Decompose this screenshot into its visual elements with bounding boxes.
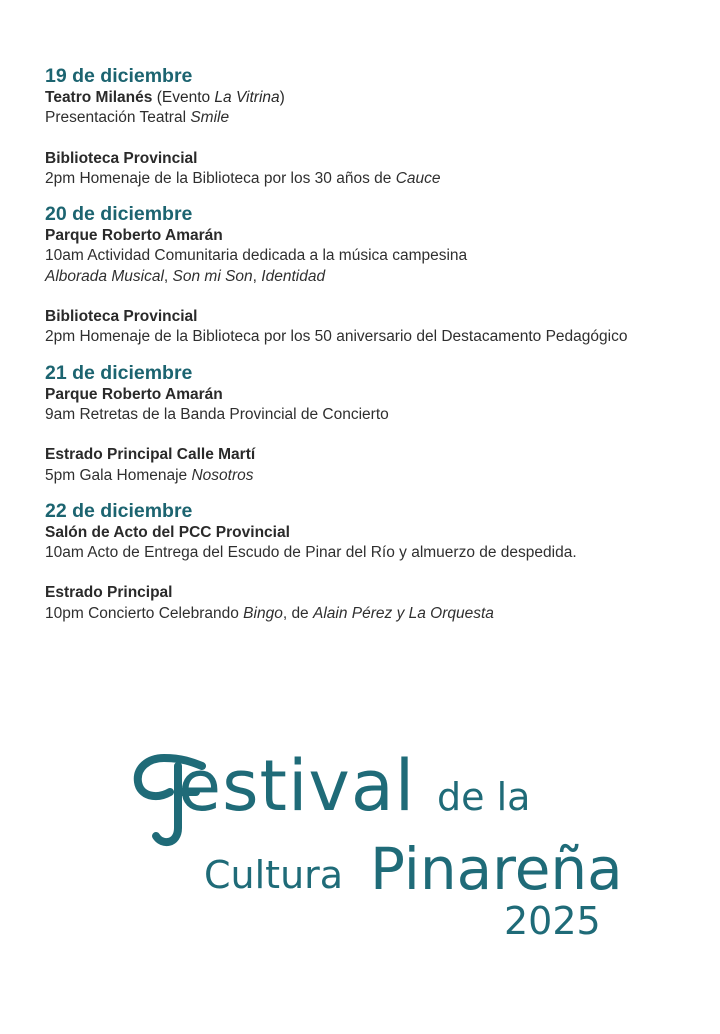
event-item bbox=[45, 149, 695, 190]
day-section bbox=[45, 361, 695, 486]
event-description bbox=[45, 466, 695, 486]
event-schedule bbox=[45, 64, 695, 624]
event-description bbox=[45, 108, 695, 128]
description-title: Son mi Son bbox=[172, 267, 253, 285]
day-date-heading: 20 de diciembre bbox=[45, 203, 193, 226]
event-venue: Estrado Principal Calle Martí bbox=[45, 446, 256, 464]
event-description: 10am Acto de Entrega del Escudo de Pinar del Río y almuerzo de despedida. bbox=[45, 544, 577, 562]
logo-word-festival: estival bbox=[178, 745, 416, 827]
event-description-line2 bbox=[45, 267, 695, 287]
description-text: , de bbox=[282, 604, 313, 622]
event-venue: Biblioteca Provincial bbox=[45, 308, 198, 326]
logo-word-cultura: Cultura bbox=[204, 853, 344, 897]
event-description bbox=[45, 169, 695, 189]
logo-word-de-la: de la bbox=[437, 775, 531, 819]
event-description: 2pm Homenaje de la Biblioteca por los 50 aniversario del Destacamento Pedagógico bbox=[45, 328, 628, 346]
event-item bbox=[45, 88, 695, 129]
day-section bbox=[45, 499, 695, 624]
description-title: Identidad bbox=[261, 267, 326, 285]
event-description: 9am Retretas de la Banda Provincial de Concierto bbox=[45, 405, 389, 423]
event-venue: Parque Roberto Amarán bbox=[45, 385, 223, 403]
description-artist: Alain Pérez y La Orquesta bbox=[313, 604, 494, 622]
venue-note-close: ) bbox=[279, 89, 285, 106]
venue-note bbox=[152, 89, 284, 106]
festival-logo bbox=[126, 745, 623, 952]
description-text: 10pm Concierto Celebrando bbox=[45, 604, 244, 622]
description-title: Nosotros bbox=[191, 466, 254, 484]
description-text: 5pm Gala Homenaje bbox=[45, 466, 192, 484]
day-date-heading: 22 de diciembre bbox=[45, 499, 193, 522]
description-title: Alborada Musical bbox=[45, 267, 164, 285]
event-item bbox=[45, 583, 695, 624]
day-date-heading: 19 de diciembre bbox=[45, 65, 193, 87]
logo-year: 2025 bbox=[504, 899, 601, 943]
venue-name: Teatro Milanés bbox=[45, 89, 153, 106]
event-venue: Biblioteca Provincial bbox=[45, 149, 198, 167]
description-text: 2pm Homenaje de la Biblioteca por los 30 años de bbox=[45, 169, 396, 187]
day-section bbox=[45, 64, 695, 189]
description-title: Cauce bbox=[395, 169, 441, 187]
event-item bbox=[45, 385, 695, 426]
event-venue: Salón de Acto del PCC Provincial bbox=[45, 523, 290, 541]
event-item bbox=[45, 445, 695, 486]
event-description: 10am Actividad Comunitaria dedicada a la música campesina bbox=[45, 247, 468, 265]
description-text: Presentación Teatral bbox=[45, 109, 191, 127]
day-date-heading: 21 de diciembre bbox=[45, 361, 193, 384]
separator: , bbox=[163, 267, 173, 285]
event-item bbox=[45, 226, 695, 287]
day-section bbox=[45, 202, 695, 347]
event-venue bbox=[45, 88, 695, 108]
event-venue: Parque Roberto Amarán bbox=[45, 227, 223, 245]
event-venue: Estrado Principal bbox=[45, 584, 173, 602]
description-title: Bingo bbox=[243, 604, 283, 622]
event-description bbox=[45, 604, 695, 624]
event-item bbox=[45, 307, 695, 348]
separator: , bbox=[252, 267, 262, 285]
venue-note-open: (Evento bbox=[152, 89, 215, 106]
description-title: Smile bbox=[190, 109, 230, 127]
event-item bbox=[45, 523, 695, 564]
logo-word-pinarena: Pinareña bbox=[370, 835, 623, 903]
venue-note-event-name: La Vitrina bbox=[214, 89, 280, 106]
